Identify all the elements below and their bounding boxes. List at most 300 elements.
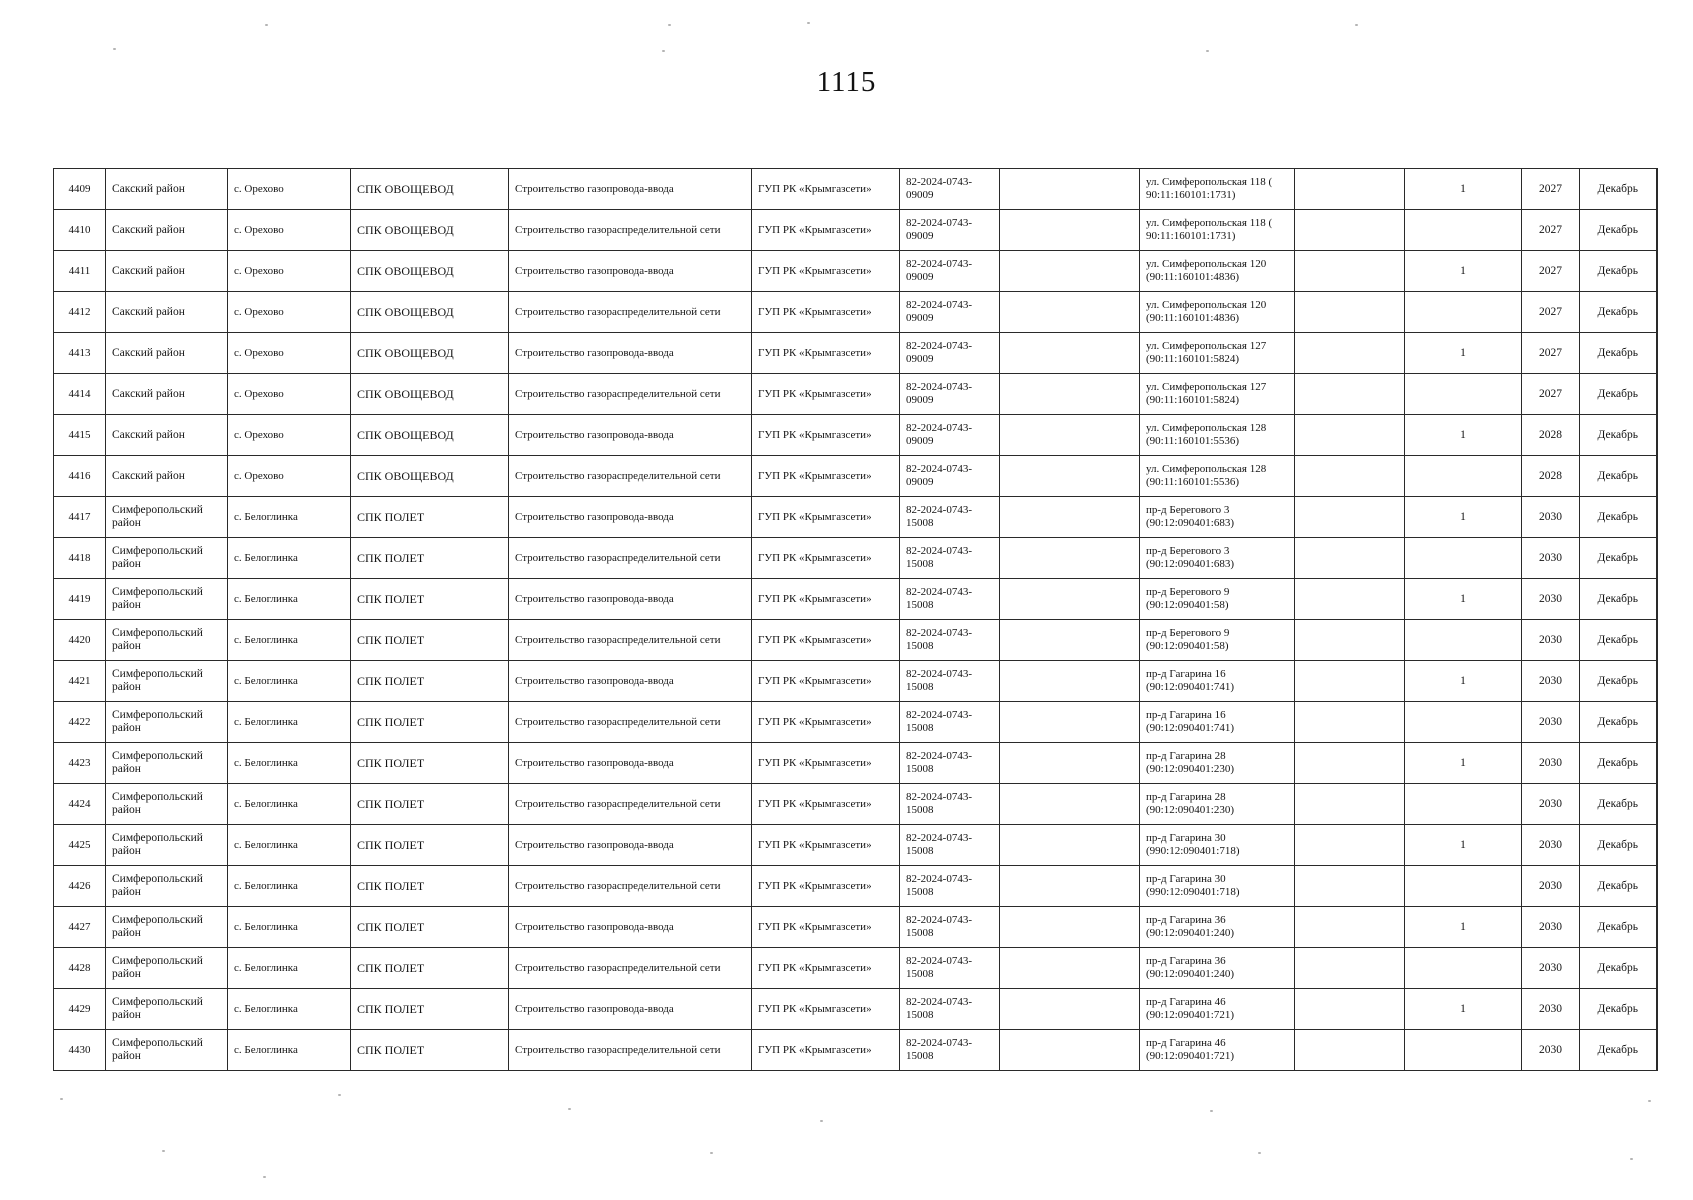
cell-code: 82-2024-0743-15008 [900, 538, 1000, 579]
cell-organization: СПК ОВОЩЕВОД [351, 456, 509, 497]
cell-month: Декабрь [1580, 784, 1657, 825]
cell-row-number: 4421 [54, 661, 106, 702]
cell-code: 82-2024-0743-15008 [900, 989, 1000, 1030]
cell-work-type: Строительство газопровода-ввода [509, 661, 752, 702]
cell-year: 2027 [1522, 292, 1580, 333]
cell-village: с. Белоглинка [228, 784, 351, 825]
cell-code: 82-2024-0743-15008 [900, 743, 1000, 784]
cell-empty [1295, 661, 1405, 702]
cell-empty [1000, 210, 1140, 251]
cell-organization: СПК ОВОЩЕВОД [351, 374, 509, 415]
table-row [54, 210, 1657, 251]
cell-empty [1295, 825, 1405, 866]
cell-work-type: Строительство газопровода-ввода [509, 743, 752, 784]
cell-work-type: Строительство газопровода-ввода [509, 907, 752, 948]
cell-row-number: 4417 [54, 497, 106, 538]
page-number: 1115 [816, 66, 877, 98]
cell-empty [1000, 415, 1140, 456]
cell-village: с. Белоглинка [228, 661, 351, 702]
cell-organization: СПК ПОЛЕТ [351, 661, 509, 702]
cell-empty [1000, 333, 1140, 374]
cell-count [1405, 538, 1522, 579]
cell-village: с. Белоглинка [228, 907, 351, 948]
cell-row-number: 4409 [54, 169, 106, 210]
cell-month: Декабрь [1580, 948, 1657, 989]
cell-code: 82-2024-0743-09009 [900, 251, 1000, 292]
cell-empty [1000, 538, 1140, 579]
scan-speck [668, 24, 671, 26]
cell-work-type: Строительство газораспределительной сети [509, 948, 752, 989]
cell-code: 82-2024-0743-09009 [900, 210, 1000, 251]
cell-year: 2027 [1522, 333, 1580, 374]
cell-empty [1000, 251, 1140, 292]
cell-year: 2030 [1522, 907, 1580, 948]
cell-count: 1 [1405, 333, 1522, 374]
cell-count [1405, 374, 1522, 415]
cell-address: пр-д Берегового 3 (90:12:090401:683) [1140, 497, 1295, 538]
scan-speck [710, 1152, 713, 1154]
cell-month: Декабрь [1580, 579, 1657, 620]
cell-operator: ГУП РК «Крымгазсети» [752, 415, 900, 456]
cell-district: Симферопольский район [106, 538, 228, 579]
cell-row-number: 4429 [54, 989, 106, 1030]
cell-village: с. Белоглинка [228, 1030, 351, 1071]
table-row [54, 333, 1657, 374]
cell-year: 2030 [1522, 989, 1580, 1030]
cell-operator: ГУП РК «Крымгазсети» [752, 210, 900, 251]
cell-operator: ГУП РК «Крымгазсети» [752, 1030, 900, 1071]
cell-district: Симферопольский район [106, 702, 228, 743]
cell-operator: ГУП РК «Крымгазсети» [752, 825, 900, 866]
cell-empty [1295, 784, 1405, 825]
cell-organization: СПК ПОЛЕТ [351, 866, 509, 907]
cell-count [1405, 292, 1522, 333]
cell-year: 2027 [1522, 251, 1580, 292]
cell-count: 1 [1405, 251, 1522, 292]
cell-address: пр-д Гагарина 30 (990:12:090401:718) [1140, 825, 1295, 866]
cell-year: 2030 [1522, 825, 1580, 866]
cell-work-type: Строительство газораспределительной сети [509, 1030, 752, 1071]
cell-code: 82-2024-0743-15008 [900, 784, 1000, 825]
table-row [54, 948, 1657, 989]
cell-work-type: Строительство газораспределительной сети [509, 456, 752, 497]
cell-empty [1295, 538, 1405, 579]
cell-village: с. Орехово [228, 169, 351, 210]
cell-district: Симферопольский район [106, 743, 228, 784]
cell-organization: СПК ОВОЩЕВОД [351, 169, 509, 210]
cell-year: 2030 [1522, 743, 1580, 784]
cell-organization: СПК ПОЛЕТ [351, 620, 509, 661]
cell-empty [1295, 620, 1405, 661]
cell-count: 1 [1405, 661, 1522, 702]
cell-month: Декабрь [1580, 497, 1657, 538]
cell-organization: СПК ОВОЩЕВОД [351, 210, 509, 251]
cell-organization: СПК ОВОЩЕВОД [351, 251, 509, 292]
cell-operator: ГУП РК «Крымгазсети» [752, 743, 900, 784]
scan-speck [338, 1094, 341, 1096]
cell-row-number: 4426 [54, 866, 106, 907]
cell-operator: ГУП РК «Крымгазсети» [752, 989, 900, 1030]
cell-district: Симферопольский район [106, 661, 228, 702]
cell-organization: СПК ПОЛЕТ [351, 784, 509, 825]
cell-empty [1295, 333, 1405, 374]
cell-year: 2027 [1522, 374, 1580, 415]
scan-speck [568, 1108, 571, 1110]
cell-village: с. Белоглинка [228, 620, 351, 661]
cell-organization: СПК ПОЛЕТ [351, 907, 509, 948]
cell-count: 1 [1405, 989, 1522, 1030]
cell-code: 82-2024-0743-15008 [900, 948, 1000, 989]
cell-district: Симферопольский район [106, 825, 228, 866]
cell-count [1405, 1030, 1522, 1071]
cell-empty [1000, 702, 1140, 743]
cell-count: 1 [1405, 825, 1522, 866]
cell-row-number: 4428 [54, 948, 106, 989]
cell-address: пр-д Гагарина 46 (90:12:090401:721) [1140, 989, 1295, 1030]
table-row [54, 784, 1657, 825]
cell-row-number: 4430 [54, 1030, 106, 1071]
table-row [54, 497, 1657, 538]
cell-count [1405, 866, 1522, 907]
cell-month: Декабрь [1580, 743, 1657, 784]
cell-month: Декабрь [1580, 1030, 1657, 1071]
cell-address: пр-д Гагарина 28 (90:12:090401:230) [1140, 784, 1295, 825]
cell-month: Декабрь [1580, 989, 1657, 1030]
cell-district: Сакский район [106, 292, 228, 333]
cell-count [1405, 456, 1522, 497]
cell-village: с. Белоглинка [228, 989, 351, 1030]
cell-count [1405, 210, 1522, 251]
cell-month: Декабрь [1580, 907, 1657, 948]
cell-month: Декабрь [1580, 415, 1657, 456]
cell-month: Декабрь [1580, 210, 1657, 251]
cell-empty [1295, 210, 1405, 251]
cell-row-number: 4414 [54, 374, 106, 415]
cell-village: с. Белоглинка [228, 702, 351, 743]
cell-village: с. Белоглинка [228, 866, 351, 907]
cell-empty [1000, 661, 1140, 702]
cell-row-number: 4419 [54, 579, 106, 620]
cell-work-type: Строительство газораспределительной сети [509, 784, 752, 825]
cell-operator: ГУП РК «Крымгазсети» [752, 374, 900, 415]
scan-speck [1648, 1100, 1651, 1102]
cell-work-type: Строительство газораспределительной сети [509, 210, 752, 251]
cell-work-type: Строительство газораспределительной сети [509, 866, 752, 907]
cell-count: 1 [1405, 743, 1522, 784]
table-row [54, 907, 1657, 948]
table-row [54, 866, 1657, 907]
cell-operator: ГУП РК «Крымгазсети» [752, 702, 900, 743]
cell-work-type: Строительство газопровода-ввода [509, 497, 752, 538]
cell-district: Симферопольский район [106, 866, 228, 907]
cell-month: Декабрь [1580, 292, 1657, 333]
cell-empty [1295, 374, 1405, 415]
cell-operator: ГУП РК «Крымгазсети» [752, 661, 900, 702]
cell-row-number: 4425 [54, 825, 106, 866]
cell-work-type: Строительство газораспределительной сети [509, 538, 752, 579]
cell-empty [1000, 579, 1140, 620]
cell-village: с. Белоглинка [228, 579, 351, 620]
cell-operator: ГУП РК «Крымгазсети» [752, 333, 900, 374]
cell-empty [1295, 456, 1405, 497]
cell-organization: СПК ПОЛЕТ [351, 825, 509, 866]
cell-district: Симферопольский район [106, 620, 228, 661]
table-row [54, 661, 1657, 702]
cell-empty [1295, 415, 1405, 456]
table-row [54, 415, 1657, 456]
cell-empty [1000, 169, 1140, 210]
cell-empty [1295, 907, 1405, 948]
cell-operator: ГУП РК «Крымгазсети» [752, 579, 900, 620]
cell-organization: СПК ПОЛЕТ [351, 702, 509, 743]
cell-code: 82-2024-0743-09009 [900, 374, 1000, 415]
cell-work-type: Строительство газопровода-ввода [509, 333, 752, 374]
cell-operator: ГУП РК «Крымгазсети» [752, 292, 900, 333]
cell-operator: ГУП РК «Крымгазсети» [752, 620, 900, 661]
cell-row-number: 4420 [54, 620, 106, 661]
cell-empty [1295, 948, 1405, 989]
cell-row-number: 4412 [54, 292, 106, 333]
scan-speck [1210, 1110, 1213, 1112]
cell-empty [1295, 251, 1405, 292]
scan-speck [807, 22, 810, 24]
cell-address: ул. Симферопольская 128 (90:11:160101:5536) [1140, 415, 1295, 456]
cell-village: с. Белоглинка [228, 497, 351, 538]
cell-organization: СПК ПОЛЕТ [351, 579, 509, 620]
scan-speck [820, 1120, 823, 1122]
cell-code: 82-2024-0743-15008 [900, 497, 1000, 538]
cell-operator: ГУП РК «Крымгазсети» [752, 784, 900, 825]
cell-work-type: Строительство газопровода-ввода [509, 579, 752, 620]
cell-empty [1295, 1030, 1405, 1071]
cell-month: Декабрь [1580, 866, 1657, 907]
cell-year: 2030 [1522, 538, 1580, 579]
cell-work-type: Строительство газораспределительной сети [509, 292, 752, 333]
cell-operator: ГУП РК «Крымгазсети» [752, 907, 900, 948]
cell-count: 1 [1405, 169, 1522, 210]
cell-code: 82-2024-0743-09009 [900, 415, 1000, 456]
cell-address: ул. Симферопольская 128 (90:11:160101:5536) [1140, 456, 1295, 497]
cell-month: Декабрь [1580, 538, 1657, 579]
cell-operator: ГУП РК «Крымгазсети» [752, 169, 900, 210]
cell-empty [1295, 743, 1405, 784]
cell-year: 2028 [1522, 415, 1580, 456]
cell-district: Сакский район [106, 169, 228, 210]
table-row [54, 579, 1657, 620]
table-row [54, 292, 1657, 333]
cell-empty [1295, 579, 1405, 620]
cell-operator: ГУП РК «Крымгазсети» [752, 456, 900, 497]
cell-district: Сакский район [106, 333, 228, 374]
cell-village: с. Белоглинка [228, 538, 351, 579]
cell-empty [1000, 989, 1140, 1030]
cell-year: 2030 [1522, 948, 1580, 989]
cell-district: Сакский район [106, 251, 228, 292]
scan-speck [113, 48, 116, 50]
cell-district: Сакский район [106, 210, 228, 251]
cell-empty [1000, 866, 1140, 907]
cell-address: пр-д Берегового 9 (90:12:090401:58) [1140, 579, 1295, 620]
cell-empty [1000, 497, 1140, 538]
cell-empty [1295, 989, 1405, 1030]
cell-count: 1 [1405, 497, 1522, 538]
cell-empty [1295, 866, 1405, 907]
table-row [54, 538, 1657, 579]
cell-code: 82-2024-0743-09009 [900, 169, 1000, 210]
cell-code: 82-2024-0743-15008 [900, 825, 1000, 866]
cell-year: 2030 [1522, 1030, 1580, 1071]
table-row [54, 456, 1657, 497]
cell-address: пр-д Гагарина 28 (90:12:090401:230) [1140, 743, 1295, 784]
cell-year: 2028 [1522, 456, 1580, 497]
cell-code: 82-2024-0743-15008 [900, 702, 1000, 743]
cell-month: Декабрь [1580, 169, 1657, 210]
table-row [54, 620, 1657, 661]
cell-empty [1295, 497, 1405, 538]
cell-organization: СПК ПОЛЕТ [351, 538, 509, 579]
cell-organization: СПК ОВОЩЕВОД [351, 333, 509, 374]
cell-month: Декабрь [1580, 374, 1657, 415]
cell-year: 2030 [1522, 661, 1580, 702]
scan-speck [662, 50, 665, 52]
cell-village: с. Орехово [228, 251, 351, 292]
cell-count [1405, 948, 1522, 989]
scan-speck [1258, 1152, 1261, 1154]
scan-speck [162, 1150, 165, 1152]
cell-district: Симферопольский район [106, 579, 228, 620]
cell-address: пр-д Берегового 9 (90:12:090401:58) [1140, 620, 1295, 661]
cell-organization: СПК ОВОЩЕВОД [351, 292, 509, 333]
cell-count [1405, 784, 1522, 825]
cell-district: Симферопольский район [106, 989, 228, 1030]
table-row [54, 251, 1657, 292]
scan-speck [1206, 50, 1209, 52]
table-row [54, 825, 1657, 866]
cell-operator: ГУП РК «Крымгазсети» [752, 948, 900, 989]
cell-empty [1000, 620, 1140, 661]
cell-code: 82-2024-0743-15008 [900, 661, 1000, 702]
cell-work-type: Строительство газопровода-ввода [509, 989, 752, 1030]
cell-month: Декабрь [1580, 661, 1657, 702]
cell-work-type: Строительство газораспределительной сети [509, 374, 752, 415]
cell-empty [1000, 784, 1140, 825]
cell-district: Сакский район [106, 456, 228, 497]
scan-speck [263, 1176, 266, 1178]
cell-month: Декабрь [1580, 333, 1657, 374]
cell-district: Сакский район [106, 374, 228, 415]
cell-village: с. Орехово [228, 210, 351, 251]
cell-empty [1295, 169, 1405, 210]
cell-operator: ГУП РК «Крымгазсети» [752, 497, 900, 538]
cell-address: ул. Симферопольская 118 ( 90:11:160101:1731) [1140, 169, 1295, 210]
cell-empty [1000, 825, 1140, 866]
cell-village: с. Орехово [228, 292, 351, 333]
cell-code: 82-2024-0743-09009 [900, 456, 1000, 497]
cell-address: пр-д Гагарина 36 (90:12:090401:240) [1140, 907, 1295, 948]
cell-code: 82-2024-0743-15008 [900, 1030, 1000, 1071]
cell-address: пр-д Гагарина 16 (90:12:090401:741) [1140, 661, 1295, 702]
cell-row-number: 4416 [54, 456, 106, 497]
cell-month: Декабрь [1580, 251, 1657, 292]
cell-organization: СПК ПОЛЕТ [351, 743, 509, 784]
cell-empty [1000, 456, 1140, 497]
cell-empty [1000, 374, 1140, 415]
table-row [54, 1030, 1657, 1071]
cell-row-number: 4415 [54, 415, 106, 456]
cell-year: 2030 [1522, 702, 1580, 743]
table-row [54, 702, 1657, 743]
table-row [54, 989, 1657, 1030]
cell-address: ул. Симферопольская 120 (90:11:160101:4836) [1140, 251, 1295, 292]
cell-village: с. Орехово [228, 456, 351, 497]
cell-work-type: Строительство газопровода-ввода [509, 251, 752, 292]
cell-row-number: 4411 [54, 251, 106, 292]
cell-code: 82-2024-0743-15008 [900, 620, 1000, 661]
scan-speck [1355, 24, 1358, 26]
cell-address: пр-д Гагарина 36 (90:12:090401:240) [1140, 948, 1295, 989]
table-row [54, 169, 1657, 210]
cell-empty [1000, 1030, 1140, 1071]
cell-village: с. Орехово [228, 333, 351, 374]
table-row [54, 743, 1657, 784]
table-body [54, 169, 1657, 1071]
cell-organization: СПК ПОЛЕТ [351, 989, 509, 1030]
cell-village: с. Белоглинка [228, 825, 351, 866]
cell-code: 82-2024-0743-15008 [900, 579, 1000, 620]
cell-district: Симферопольский район [106, 948, 228, 989]
cell-district: Симферопольский район [106, 907, 228, 948]
cell-count [1405, 702, 1522, 743]
cell-organization: СПК ПОЛЕТ [351, 948, 509, 989]
cell-row-number: 4423 [54, 743, 106, 784]
cell-year: 2027 [1522, 169, 1580, 210]
cell-empty [1000, 292, 1140, 333]
cell-year: 2030 [1522, 579, 1580, 620]
cell-address: пр-д Берегового 3 (90:12:090401:683) [1140, 538, 1295, 579]
cell-empty [1295, 702, 1405, 743]
cell-row-number: 4427 [54, 907, 106, 948]
cell-village: с. Орехово [228, 374, 351, 415]
cell-year: 2030 [1522, 866, 1580, 907]
cell-year: 2027 [1522, 210, 1580, 251]
cell-work-type: Строительство газораспределительной сети [509, 620, 752, 661]
cell-empty [1000, 948, 1140, 989]
cell-district: Симферопольский район [106, 1030, 228, 1071]
cell-address: ул. Симферопольская 127 (90:11:160101:5824) [1140, 333, 1295, 374]
cell-work-type: Строительство газопровода-ввода [509, 169, 752, 210]
cell-work-type: Строительство газопровода-ввода [509, 415, 752, 456]
cell-address: пр-д Гагарина 46 (90:12:090401:721) [1140, 1030, 1295, 1071]
cell-empty [1000, 907, 1140, 948]
cell-month: Декабрь [1580, 456, 1657, 497]
cell-organization: СПК ОВОЩЕВОД [351, 415, 509, 456]
cell-row-number: 4413 [54, 333, 106, 374]
cell-row-number: 4422 [54, 702, 106, 743]
scan-speck [1630, 1158, 1633, 1160]
cell-count: 1 [1405, 579, 1522, 620]
cell-month: Декабрь [1580, 825, 1657, 866]
cell-operator: ГУП РК «Крымгазсети» [752, 866, 900, 907]
cell-district: Сакский район [106, 415, 228, 456]
cell-address: ул. Симферопольская 120 (90:11:160101:4836) [1140, 292, 1295, 333]
cell-code: 82-2024-0743-15008 [900, 866, 1000, 907]
cell-month: Декабрь [1580, 620, 1657, 661]
cell-code: 82-2024-0743-15008 [900, 907, 1000, 948]
cell-count [1405, 620, 1522, 661]
cell-village: с. Орехово [228, 415, 351, 456]
cell-address: ул. Симферопольская 118 ( 90:11:160101:1731) [1140, 210, 1295, 251]
cell-operator: ГУП РК «Крымгазсети» [752, 538, 900, 579]
